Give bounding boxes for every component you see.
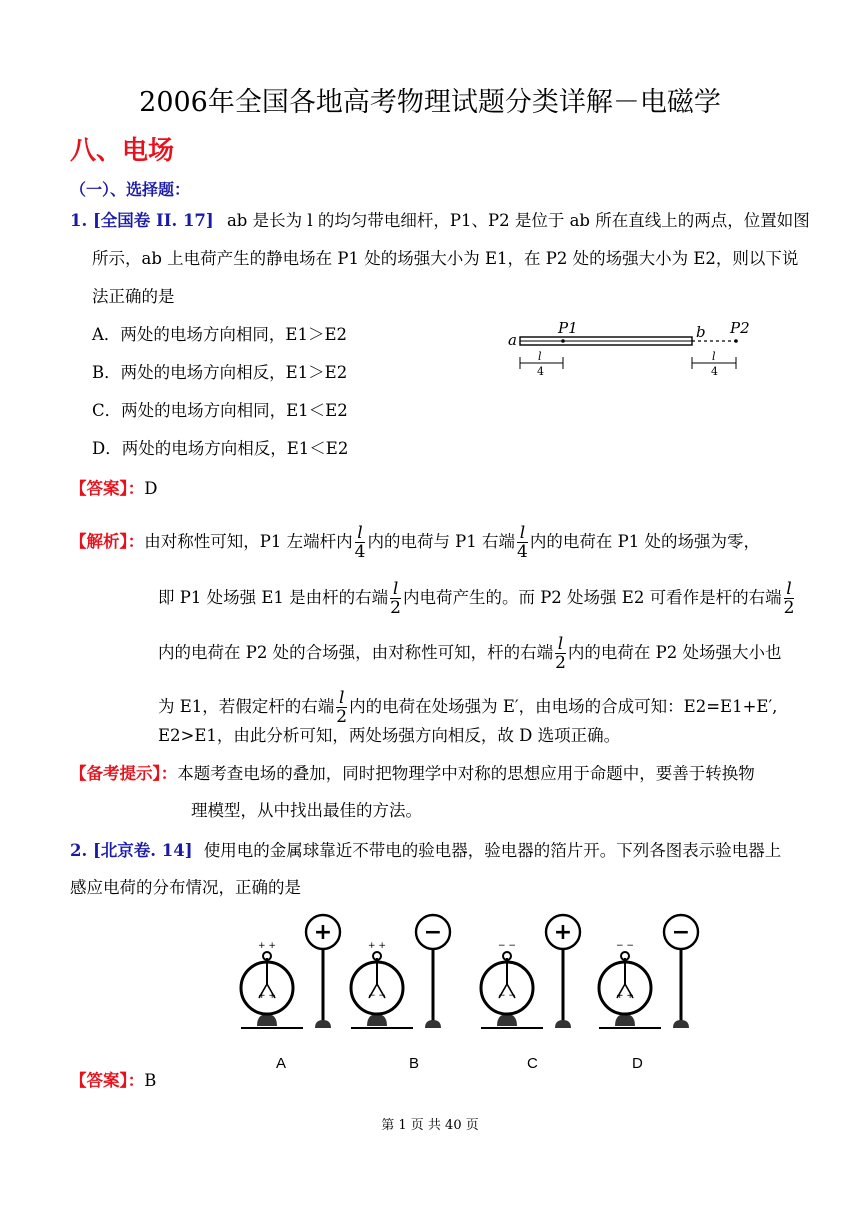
analysis-line5: E2>E1，由此分析可知，两处场强方向相反，故 D 选项正确。	[158, 726, 621, 745]
frac-den: 4	[354, 542, 366, 562]
q1-option-a: A．两处的电场方向相同，E1＞E2	[92, 325, 348, 344]
tip-text-1: 本题考查电场的叠加，同时把物理学中对称的思想应用于命题中，要善于转换物	[177, 764, 755, 783]
ball-sign-a: +	[313, 920, 333, 945]
ball-sign-b: −	[423, 920, 443, 945]
q1-answer	[70, 479, 157, 499]
frac-num: l	[390, 580, 401, 599]
q1-answer-label: 【答案】：	[70, 479, 145, 498]
dim-left-den: 4	[537, 365, 544, 378]
q2-answer-value: B	[144, 1071, 157, 1090]
frac-den: 2	[555, 653, 566, 673]
dim-left-num: l	[538, 350, 542, 363]
svg-text:− −: − −	[368, 991, 386, 1001]
fraction-l-over-4	[517, 524, 528, 561]
analysis-text-4a: 为 E1，若假定杆的右端	[158, 697, 335, 716]
frac-den: 4	[517, 542, 528, 562]
q1-answer-value: D	[144, 479, 158, 498]
electroscope-d	[599, 915, 698, 1028]
svg-text:− −: − −	[498, 941, 516, 951]
ball-sign-d: −	[671, 920, 691, 945]
analysis-line1	[70, 524, 760, 561]
subsection-heading: （一）、选择题：	[70, 180, 191, 199]
rod-end-a: a	[508, 331, 517, 349]
analysis-text-2a: 即 P1 处场强 E1 是由杆的右端	[158, 588, 389, 607]
fraction-l-over-4	[355, 524, 366, 561]
q2-answer	[70, 1071, 156, 1091]
ball-sign-c: +	[553, 920, 573, 945]
tip-label: 【备考提示】：	[70, 764, 178, 783]
q2-text-line2: 感应电荷的分布情况，正确的是	[70, 878, 301, 897]
analysis-line3	[158, 635, 782, 672]
analysis-line2	[158, 580, 796, 617]
rod-end-b: b	[696, 323, 706, 341]
q2-text-line1: 使用电的金属球靠近不带电的验电器，验电器的箔片开。下列各图表示验电器上	[203, 841, 782, 860]
q2-number: 2. [北京卷. 14]	[70, 841, 193, 860]
tip-text-2: 理模型，从中找出最佳的方法。	[191, 801, 422, 820]
page-title: 2006年全国各地高考物理试题分类详解－电磁学	[139, 87, 721, 118]
electroscope-figures	[225, 910, 725, 1040]
q1-line1	[70, 211, 810, 231]
analysis-line4	[158, 689, 777, 726]
q1-text-line3: 法正确的是	[92, 287, 175, 306]
electroscope-a	[241, 915, 340, 1028]
frac-num: l	[517, 524, 528, 543]
svg-text:+ +: + +	[258, 991, 276, 1001]
analysis-label: 【解析】：	[70, 532, 145, 551]
analysis-text-3a: 内的电荷在 P2 处的合场强，由对称性可知，杆的右端	[158, 643, 554, 662]
q2-line1	[70, 841, 781, 861]
q1-option-d: D．两处的电场方向相反，E1＜E2	[92, 439, 349, 458]
q1-text-line2: 所示，ab 上电荷产生的静电场在 P1 处的场强大小为 E1，在 P2 处的场强大小为 E2，则以下说	[92, 249, 799, 268]
section-heading: 八、电场	[70, 136, 175, 166]
analysis-text-1c: 内的电荷在 P1 处的场强为零，	[529, 532, 760, 551]
q1-number: 1. [全国卷 II. 17]	[70, 211, 214, 230]
svg-text:+ +: + +	[616, 991, 634, 1001]
svg-text:− −: − −	[616, 941, 634, 951]
frac-num: l	[784, 580, 795, 599]
q1-text-line1: ab 是长为 l 的均匀带电细杆，P1、P2 是位于 ab 所在直线上的两点，位置如图	[226, 211, 810, 230]
figure-label-a: A	[276, 1055, 287, 1072]
fraction-l-over-2	[784, 580, 795, 617]
dim-right-den: 4	[711, 365, 718, 378]
analysis-text-1a: 由对称性可知，P1 左端杆内	[144, 532, 353, 551]
analysis-text-1b: 内的电荷与 P1 右端	[367, 532, 516, 551]
frac-num: l	[555, 635, 566, 654]
page-footer: 第 1 页 共 40 页	[381, 1118, 479, 1133]
rod-figure	[500, 315, 760, 385]
tip-line1	[70, 764, 755, 784]
figure-label-c: C	[527, 1055, 538, 1072]
electroscope-c	[481, 915, 580, 1028]
fraction-l-over-2	[336, 689, 347, 726]
analysis-text-3b: 内的电荷在 P2 处场强大小也	[567, 643, 782, 662]
frac-den: 2	[336, 707, 348, 727]
point-p1: P1	[558, 319, 578, 337]
q1-option-b: B．两处的电场方向相反，E1＞E2	[92, 363, 348, 382]
figure-label-b: B	[409, 1055, 420, 1072]
analysis-text-4b: 内的电荷在处场强为 E′，由电场的合成可知：E2=E1+E′,	[349, 697, 778, 716]
frac-num: l	[336, 689, 347, 708]
fraction-l-over-2	[390, 580, 401, 617]
svg-text:+ +: + +	[368, 941, 386, 951]
frac-den: 2	[390, 598, 401, 618]
frac-den: 2	[783, 598, 795, 618]
point-p2: P2	[730, 319, 750, 337]
dim-right-num: l	[712, 350, 716, 363]
figure-label-d: D	[632, 1055, 643, 1072]
q2-answer-label: 【答案】：	[70, 1071, 145, 1090]
q1-option-c: C．两处的电场方向相同，E1＜E2	[92, 401, 348, 420]
fraction-l-over-2	[555, 635, 566, 672]
analysis-text-2b: 内电荷产生的。而 P2 处场强 E2 可看作是杆的右端	[402, 588, 782, 607]
frac-num: l	[355, 524, 366, 543]
svg-text:+ +: + +	[258, 941, 276, 951]
svg-text:− −: − −	[498, 991, 516, 1001]
electroscope-b	[351, 915, 450, 1028]
